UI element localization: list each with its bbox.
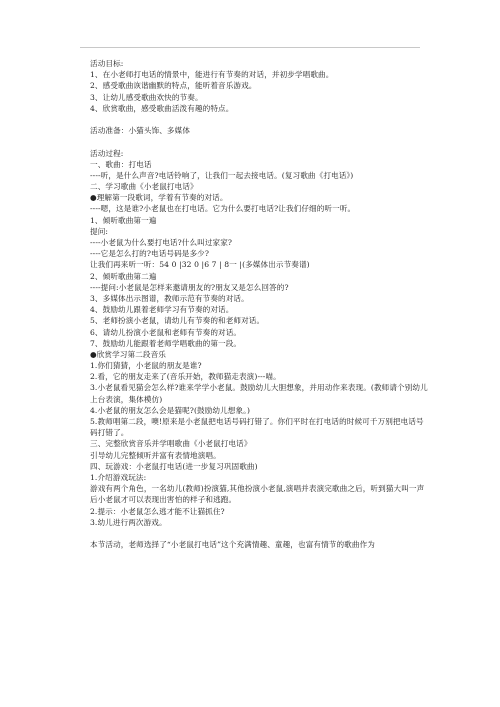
text-line: 5、老师扮演小老鼠，请幼儿有节奏的和老师对话。 — [90, 316, 265, 326]
text-line: 4、鼓励幼儿跟着老师学习有节奏的对话。 — [90, 305, 234, 315]
goals-title: 活动目标: — [90, 59, 124, 68]
text-line: 6、请幼儿扮演小老鼠和老师有节奏的对话。 — [90, 327, 242, 337]
section-heading: 四、玩游戏：小老鼠打电话(进一步复习巩固歌曲) — [90, 461, 258, 471]
text-line: ----提问:小老鼠是怎样来邀请朋友的?朋友又是怎么回答的? — [90, 282, 289, 292]
preparation-line: 活动准备：小猫头饰、多媒体 — [90, 126, 191, 136]
text-paragraph: 游戏有两个角色，一名幼儿(教师)扮演猫,其他扮演小老鼠,演唱并表演完歌曲之后，听到猫大叫一声后小老鼠才可以表现出害怕的样子和逃跑。 — [90, 484, 425, 505]
text-paragraph: 5.教师唱第二段，噢!原来是小老鼠把电话号码打错了。你们平时在打电话的时候可千万别把电话号码打错了。 — [90, 417, 424, 438]
goal-item: 3、让幼儿感受歌曲欢快的节奏。 — [90, 92, 203, 102]
text-line: ●理解第一段歌词，学着有节奏的对话。 — [90, 193, 228, 203]
text-line: 1.你们猜猜，小老鼠的朋友是谁? — [90, 361, 202, 371]
text-line: ●欣赏学习第二段音乐 — [90, 349, 166, 359]
section-heading: 二、学习歌曲《小老鼠打电话》 — [90, 182, 198, 192]
text-line: 7、鼓励幼儿能跟着老师学唱歌曲的第一段。 — [90, 338, 242, 348]
goal-item: 1、在小老师打电话的情景中，能进行有节奏的对话，并初步学唱歌曲。 — [90, 70, 334, 80]
rhythm-line: 让我们再来听一听：54 0 |32 0 |6 7 | 8一 |(多媒体出示节奏谱) — [90, 260, 310, 270]
text-line: 4.小老鼠的朋友怎么会是猫呢?(鼓励幼儿想象。) — [90, 405, 251, 415]
text-line: 3.幼儿进行两次游戏。 — [90, 517, 167, 527]
text-line: 1、倾听歌曲第一遍 — [90, 215, 157, 225]
text-line: 3、多媒体出示图谱，教师示范有节奏的对话。 — [90, 293, 249, 303]
text-line: ----它是怎么打的?电话号码是多少? — [90, 249, 210, 259]
document-body — [90, 58, 428, 550]
text-line: 引导幼儿完整倾听并富有表情地演唱。 — [90, 450, 221, 460]
text-line: 2、倾听歌曲第二遍 — [90, 271, 157, 281]
text-line: 2.提示：小老鼠怎么逃才能不让猫抓住? — [90, 506, 225, 516]
text-line: ----嗯，这是谁?小老鼠也在打电话。它为什么要打电话?让我们仔细的听一听。 — [90, 204, 356, 214]
text-line: 1.介绍游戏玩法: — [90, 473, 147, 482]
header-rule — [80, 47, 420, 48]
text-line: ----听，是什么声音?电话铃响了，让我们一起去接电话。(复习歌曲《打电话》) — [90, 170, 354, 180]
section-heading: 三、完整欣赏音乐并学唱歌曲《小老鼠打电话》 — [90, 439, 252, 449]
text-line: 2.看，它的朋友走来了(音乐开始，教师猫走表演)---喵。 — [90, 372, 281, 382]
text-paragraph: 3.小老鼠看见猫会怎么样?谁来学学小老鼠。鼓励幼儿大胆想象，并用动作来表现。(教师请个别幼儿上台表演，集体模仿) — [90, 383, 428, 404]
text-line: ----小老鼠为什么要打电话?什么叫过家家? — [90, 238, 233, 247]
process-title: 活动过程: — [90, 148, 124, 158]
goal-item: 2、感受歌曲诙谐幽默的特点，能听着音乐游戏。 — [90, 81, 257, 91]
goal-item: 4、欣赏歌曲，感受歌曲活泼有趣的特点。 — [90, 103, 234, 113]
summary-line: 本节活动，老师选择了“小老鼠打电话”这个充满情趣、童趣，也富有情节的歌曲作为 — [90, 540, 375, 550]
section-heading: 一、歌曲：打电话 — [90, 159, 152, 169]
text-line: 提问: — [90, 226, 109, 236]
